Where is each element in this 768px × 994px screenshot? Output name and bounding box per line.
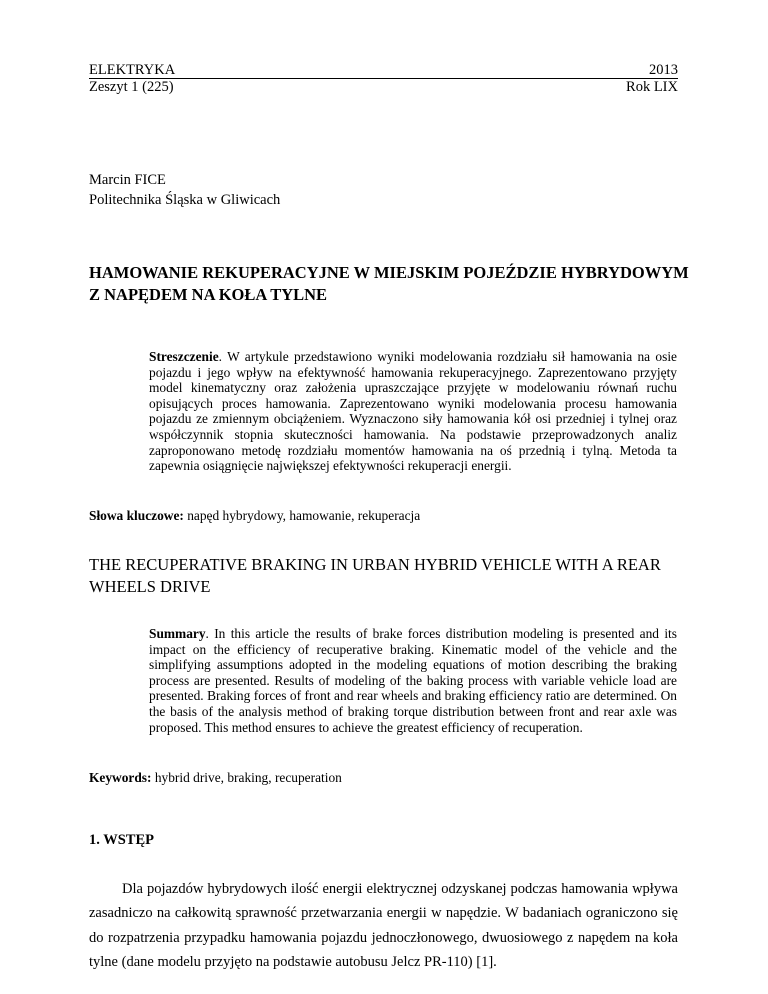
- journal-volume: Rok LIX: [626, 79, 678, 95]
- keywords-pl-label: Słowa kluczowe:: [89, 508, 184, 523]
- abstract-en-text: . In this article the results of brake forces distribution modeling is presented and its impact on the efficiency of recuperative braking. Kinematic model of the vehicle and the simplifying assumptions adopted in the modeling equations of motion describing the braking process are presented. Results of modeling of the baking process with variable vehicle load are presented. Braking forces of front and rear wheels and braking efficiency ratio are determined. On the basis of the analysis method of braking torque distribution between front and rear axle was proposed. This method ensures to achieve the greatest efficiency of recuperation.: [149, 626, 677, 735]
- abstract-pl-label: Streszczenie: [149, 349, 219, 364]
- header-row-top: [89, 62, 678, 79]
- abstract-pl: [149, 349, 677, 474]
- author-name: Marcin FICE: [89, 172, 166, 188]
- keywords-en-text: hybrid drive, braking, recuperation: [151, 770, 342, 785]
- abstract-en: [149, 626, 677, 735]
- author-affiliation: Politechnika Śląska w Gliwicach: [89, 192, 281, 208]
- introduction-paragraph: Dla pojazdów hybrydowych ilość energii elektrycznej odzyskanej podczas hamowania wpływa zasadniczo na całkowitą sprawność przetwarzania energii w napędzie. W badaniach ograniczono się do rozpatrzenia przypadku hamowania pojazdu jednoczłonowego, dwuosiowego z napędem na koła tylne (dane modelu przyjęto na podstawie autobusu Jelcz PR-110) [1].: [89, 881, 678, 971]
- header-row-bottom: [89, 79, 678, 96]
- journal-year: 2013: [649, 62, 678, 78]
- journal-issue: Zeszyt 1 (225): [89, 79, 174, 95]
- section-heading-introduction: 1. WSTĘP: [89, 832, 155, 848]
- keywords-en-label: Keywords:: [89, 770, 152, 785]
- paper-title-en: THE RECUPERATIVE BRAKING IN URBAN HYBRID VEHICLE WITH A REAR WHEELS DRIVE: [89, 555, 661, 596]
- running-header: [89, 62, 678, 96]
- paper-title-pl: HAMOWANIE REKUPERACYJNE W MIEJSKIM POJEŹDZIE HYBRYDOWYM Z NAPĘDEM NA KOŁA TYLNE: [89, 263, 689, 304]
- header-rule: [89, 78, 678, 79]
- keywords-pl-text: napęd hybrydowy, hamowanie, rekuperacja: [183, 508, 421, 523]
- author-block: [89, 170, 280, 210]
- journal-name: ELEKTRYKA: [89, 62, 176, 78]
- keywords-pl: [89, 508, 420, 524]
- keywords-en: [89, 770, 342, 786]
- abstract-en-label: Summary: [149, 626, 206, 641]
- abstract-pl-text: . W artykule przedstawiono wyniki modelowania rozdziału sił hamowania na osie pojazdu i jego wpływ na efektywność hamowania rekuperacyjnego. Zaprezentowano przyjęty model kinematyczny oraz założenia upraszczające przyjęte w modelowaniu równań ruchu opisujących proces hamowania. Zaprezentowano wyniki modelowania procesu hamowania pojazdu ze zmiennym obciążeniem. Wyznaczono siły hamowania kół osi przedniej i tylnej oraz współczynnik stopnia skuteczności hamowania. Na podstawie przeprowadzonych analiz zaproponowano metodę rozdziału momentów hamowania na oś przednią i tylną. Metoda ta zapewnia osiągnięcie największej efektywności rekuperacji energii.: [149, 349, 677, 474]
